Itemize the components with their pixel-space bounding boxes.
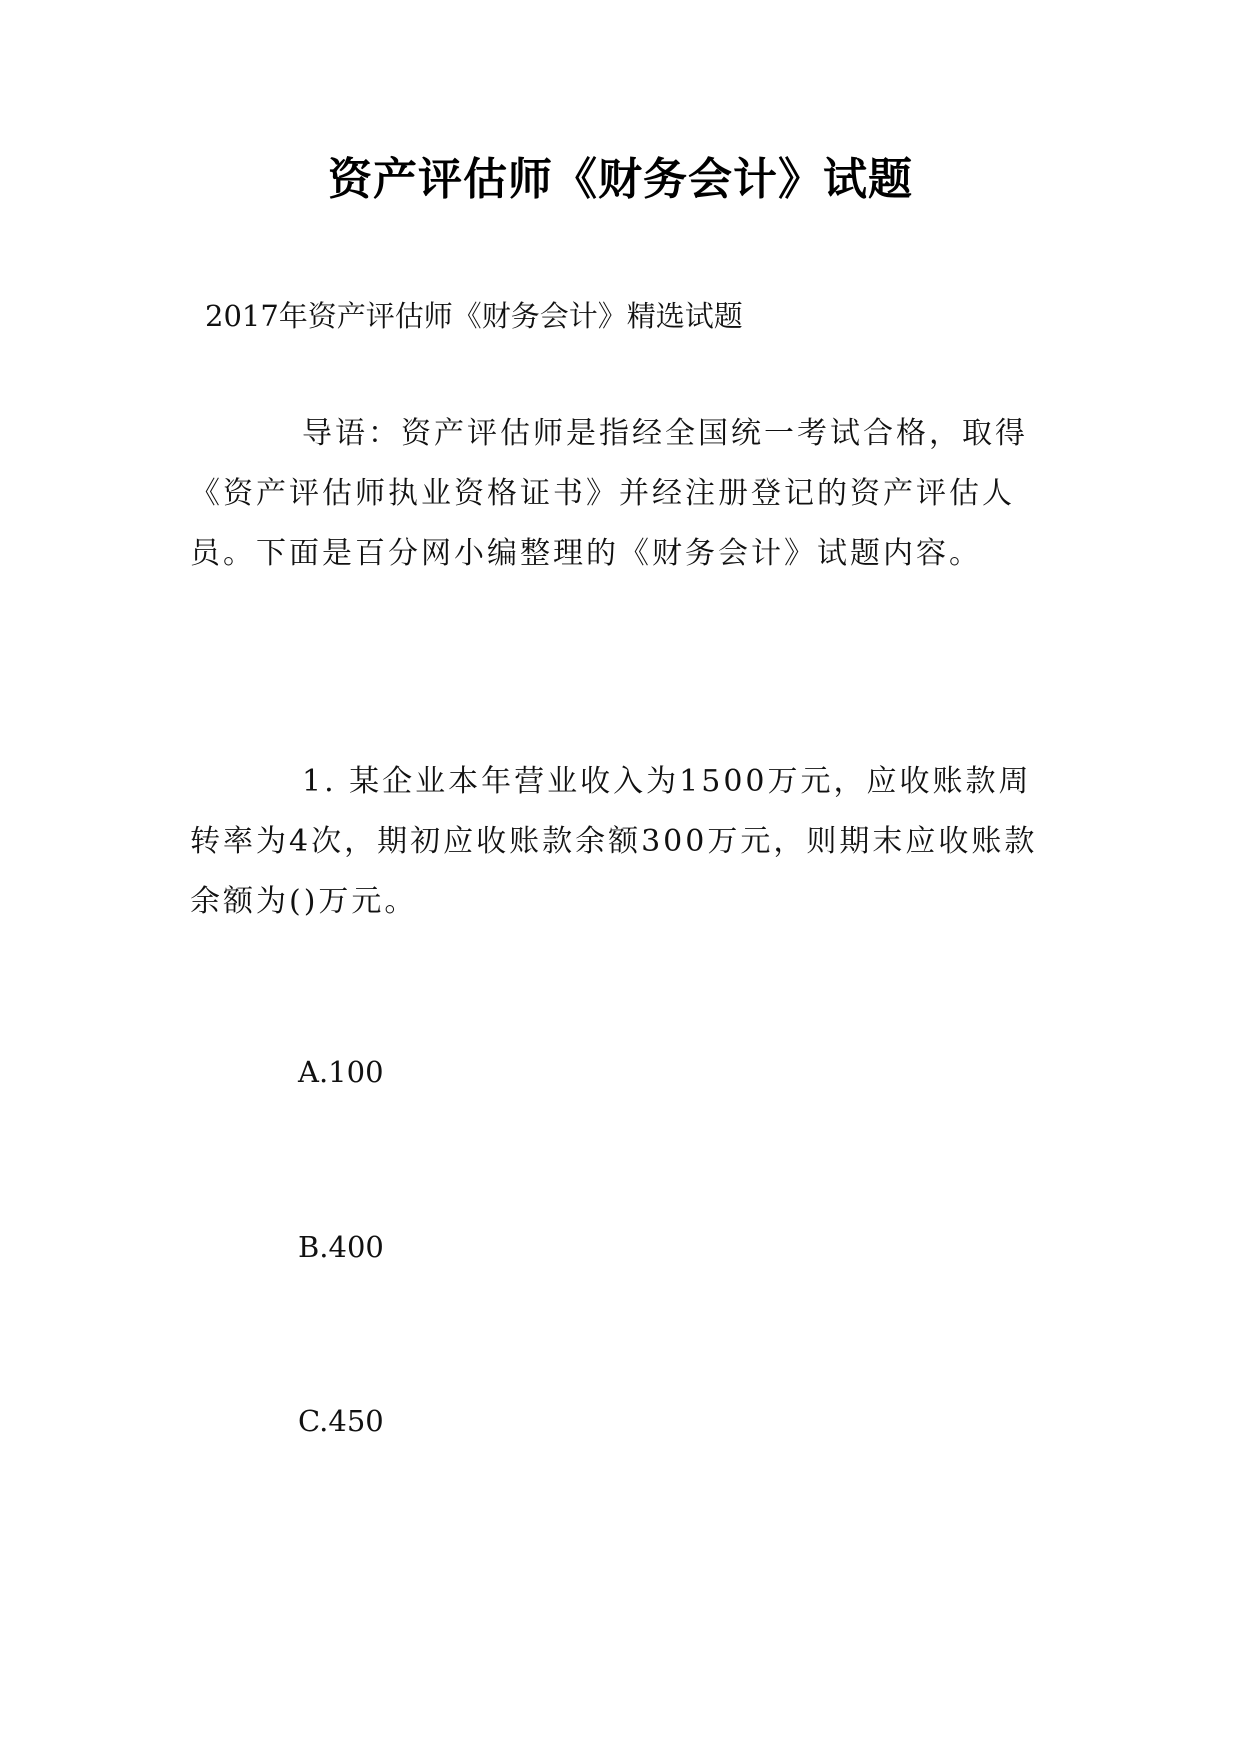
question-text: 1. 某企业本年营业收入为1500万元，应收账款周转率为4次，期初应收账款余额300万元，则期末应收账款余额为()万元。 bbox=[190, 764, 1038, 919]
document-subtitle: 2017年资产评估师《财务会计》精选试题 bbox=[205, 299, 743, 333]
option-b: B.400 bbox=[298, 1230, 384, 1264]
option-a: A.100 bbox=[298, 1055, 384, 1089]
intro-paragraph: 导语：资产评估师是指经全国统一考试合格，取得《资产评估师执业资格证书》并经注册登记的资产评估人员。下面是百分网小编整理的《财务会计》试题内容。 bbox=[190, 416, 1028, 571]
option-c: C.450 bbox=[298, 1404, 384, 1438]
document-title: 资产评估师《财务会计》试题 bbox=[328, 154, 913, 205]
